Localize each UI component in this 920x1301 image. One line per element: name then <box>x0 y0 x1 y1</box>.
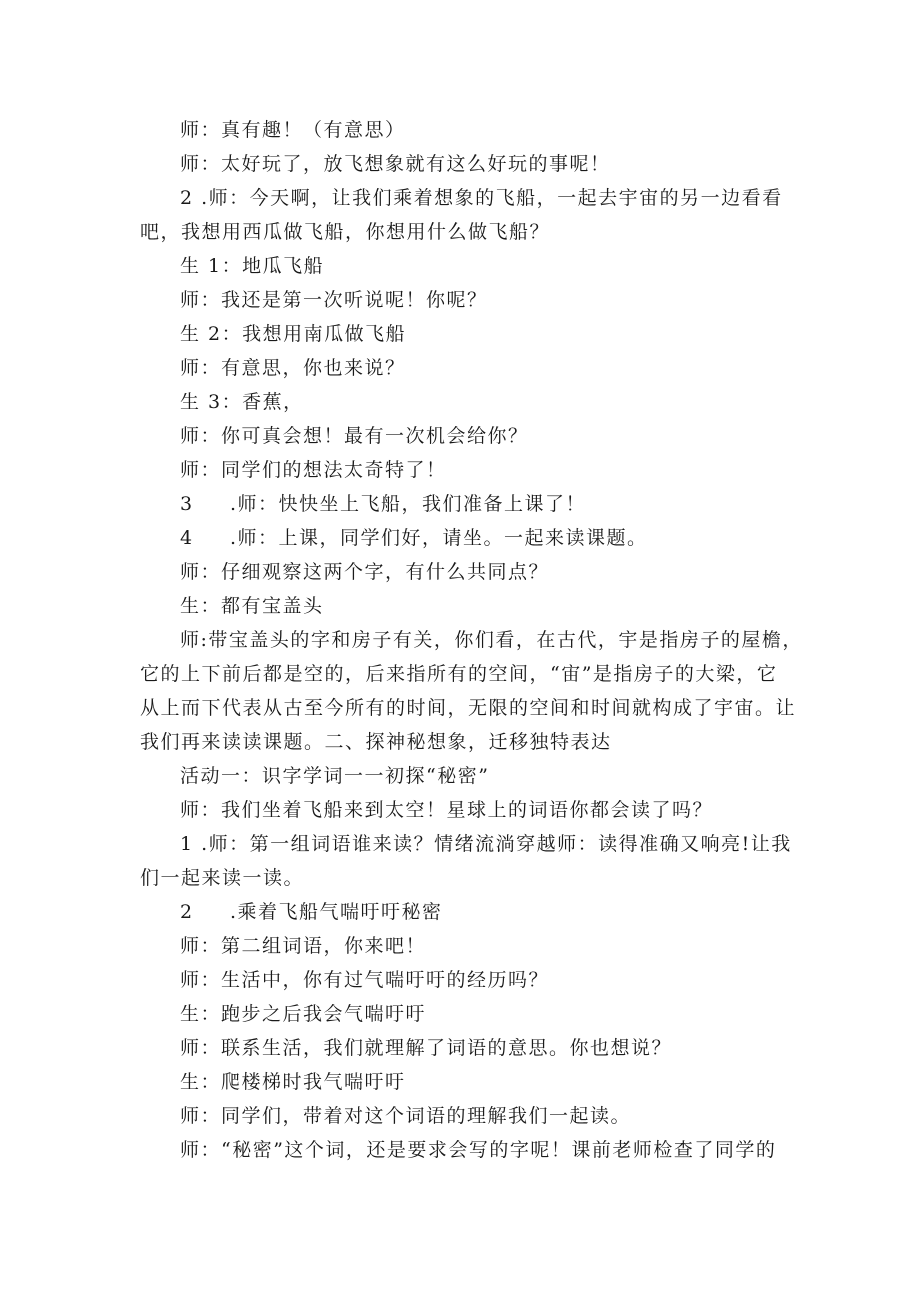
text-line: 们一起来读一读。 <box>140 867 305 889</box>
text-line: 生：都有宝盖头 <box>180 595 324 617</box>
list-number: 4 <box>180 527 194 549</box>
text-line: 师：仔细观察这两个字，有什么共同点？ <box>180 561 550 583</box>
text-line: 师：真有趣！（有意思） <box>180 119 406 141</box>
text-line: 师：太好玩了，放飞想象就有这么好玩的事呢！ <box>180 153 611 175</box>
text-line: .师：上课，同学们好，请坐。一起来读课题。 <box>230 527 648 549</box>
text-line: 师：我们坐着飞船来到太空！星球上的词语你都会读了吗？ <box>180 799 714 821</box>
text-line: 师:带宝盖头的字和房子有关，你们看，在古代，宇是指房子的屋檐， <box>180 629 803 651</box>
text-line: 从上而下代表从古至今所有的时间，无限的空间和时间就构成了宇宙。让 <box>140 697 797 719</box>
text-line: 师：有意思，你也来说？ <box>180 357 406 379</box>
text-line: 师：我还是第一次听说呢！你呢？ <box>180 289 488 311</box>
text-line: 活动一：识字学词一一初探“秘密” <box>180 765 490 787</box>
list-number: 3 <box>180 493 194 515</box>
text-line: 师：联系生活，我们就理解了词语的意思。你也想说？ <box>180 1037 673 1059</box>
text-line: 师：你可真会想！最有一次机会给你？ <box>180 425 529 447</box>
text-line: 师：“秘密”这个词，还是要求会写的字呢！课前老师检查了同学的 <box>180 1139 777 1161</box>
text-line: 它的上下前后都是空的，后来指所有的空间，“宙”是指房子的大梁，它 <box>140 663 778 685</box>
text-line: .师：快快坐上飞船，我们准备上课了！ <box>230 493 587 515</box>
text-line: 2 .师：今天啊，让我们乘着想象的飞船，一起去宇宙的另一边看看 <box>180 187 783 209</box>
text-line: 师：第二组词语，你来吧！ <box>180 935 427 957</box>
text-line: .乘着飞船气喘吁吁秘密 <box>230 901 443 923</box>
text-line: 师：同学们，带着对这个词语的理解我们一起读。 <box>180 1105 632 1127</box>
text-line: 生 2：我想用南瓜做飞船 <box>180 323 407 345</box>
text-line: 吧，我想用西瓜做飞船，你想用什么做飞船？ <box>140 221 551 243</box>
text-line: 师：同学们的想法太奇特了！ <box>180 459 447 481</box>
text-line: 1 .师：第一组词语谁来读？情绪流淌穿越师：读得准确又响亮!让我 <box>180 833 792 855</box>
text-line: 我们再来读读课题。二、探神秘想象，迁移独特表达 <box>140 731 612 753</box>
text-line: 生 3：香蕉， <box>180 391 304 413</box>
list-number: 2 <box>180 901 194 923</box>
text-line: 师：生活中，你有过气喘吁吁的经历吗？ <box>180 969 550 991</box>
text-line: 生：爬楼梯时我气喘吁吁 <box>180 1071 406 1093</box>
text-line: 生 1：地瓜飞船 <box>180 255 325 277</box>
text-line: 生：跑步之后我会气喘吁吁 <box>180 1003 427 1025</box>
